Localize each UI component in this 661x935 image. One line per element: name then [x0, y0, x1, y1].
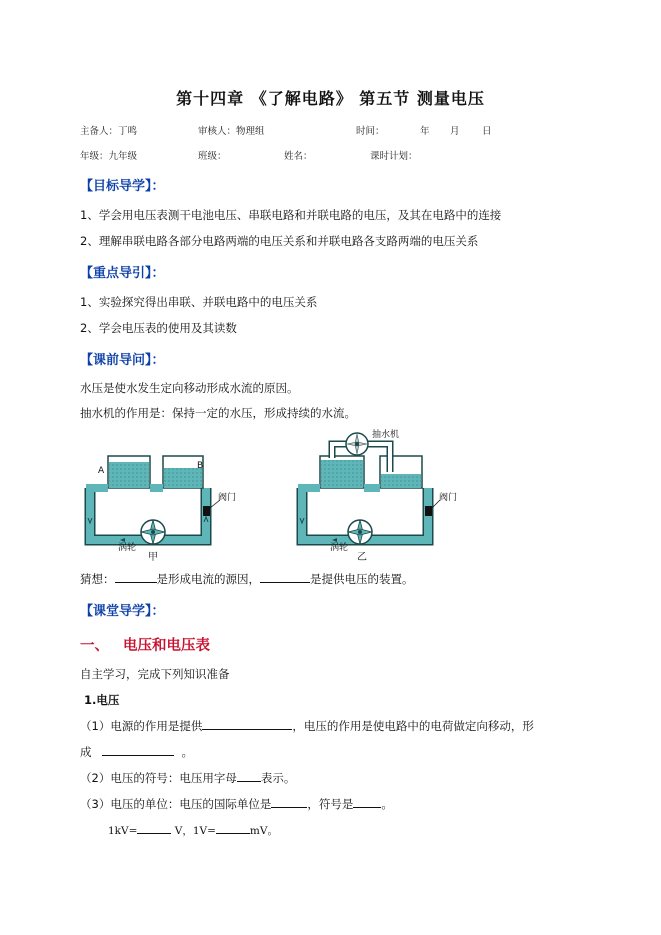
class-label: 班级：: [198, 151, 227, 162]
label-b: B: [197, 461, 204, 471]
q4-text-b: V，1V=: [171, 825, 216, 837]
q1-blank-2[interactable]: [102, 744, 174, 756]
water-circuit-figure: [0, 428, 661, 570]
caption-right: 乙: [357, 552, 367, 563]
classroom-heading: 【课堂导学】：: [80, 604, 165, 619]
focus-heading: 【重点导引】：: [80, 266, 165, 281]
q3-text-a: （3）电压的单位：电压的国际单位是: [80, 797, 272, 811]
preparer: 主备人：丁鸣: [80, 126, 138, 137]
year-label: 年: [420, 126, 430, 137]
q1-blank-1[interactable]: [202, 718, 292, 730]
guess-blank-1[interactable]: [115, 571, 157, 583]
part-one-number: 一、: [80, 638, 109, 654]
q2-text-b: 表示。: [260, 771, 296, 785]
guess-line: [80, 571, 414, 587]
q3-blank-1[interactable]: [271, 796, 307, 808]
guess-mid: 是形成电流的源因，: [156, 572, 260, 586]
caption-left: 甲: [148, 552, 158, 563]
preview-line-1: 水压是使水发生定向移动形成水流的原因。: [80, 381, 299, 395]
turbine-label-right: 涡轮: [330, 543, 349, 553]
q3-blank-2[interactable]: [353, 796, 381, 808]
goal-item-1: 1、学会用电压表测干电池电压、串联电路和并联电路的电压，及其在电路中的连接: [80, 208, 502, 222]
q4-blank-1[interactable]: [137, 822, 171, 834]
preview-line-2: 抽水机的作用是：保持一定的水压，形成持续的水流。: [80, 406, 356, 420]
q1-text-b: ，电压的作用是使电路中的电荷做定向移动，形: [292, 719, 534, 733]
figure-right: [300, 433, 440, 544]
q1-text-d: 。: [181, 745, 193, 759]
pump-label: 抽水机: [372, 430, 400, 440]
schedule-label: 课时计划：: [370, 151, 418, 162]
part-one-title: 电压和电压表: [123, 638, 210, 654]
q4-blank-2[interactable]: [216, 822, 250, 834]
goals-heading: 【目标导学】：: [80, 179, 165, 194]
page-title: 第十四章 《了解电路》 第五节 测量电压: [176, 89, 485, 108]
q1-text-c: 成: [80, 745, 92, 759]
guess-blank-2[interactable]: [260, 571, 310, 583]
grade: 年级：九年级: [80, 151, 138, 162]
focus-item-1: 1、实验探究得出串联、并联电路中的电压关系: [80, 295, 318, 309]
guess-end: 是提供电压的装置。: [310, 572, 414, 586]
q1-text-a: （1）电源的作用是提供: [80, 719, 203, 733]
q4-text-a: 1kV=: [108, 825, 138, 837]
day-label: 日: [482, 126, 492, 137]
turbine-label-left: 涡轮: [118, 543, 137, 553]
question-2: [80, 770, 295, 786]
q2-blank[interactable]: [237, 770, 261, 782]
question-4: [108, 822, 278, 838]
time-label: 时间：: [356, 126, 385, 137]
q3-text-c: 。: [381, 797, 393, 811]
question-3: [80, 796, 393, 812]
q2-text-a: （2）电压的符号：电压用字母: [80, 771, 237, 785]
subsection-voltage: 1.电压: [84, 693, 120, 707]
month-label: 月: [450, 126, 460, 137]
name-label: 姓名：: [284, 151, 313, 162]
part-one-heading: [80, 634, 210, 655]
q4-text-c: mV。: [249, 825, 278, 837]
classroom-intro: 自主学习，完成下列知识准备: [80, 667, 230, 681]
focus-item-2: 2、学会电压表的使用及其读数: [80, 321, 237, 335]
question-1-line-2: [80, 744, 193, 760]
goal-item-2: 2、理解串联电路各部分电路两端的电压关系和并联电路各支路两端的电压关系: [80, 234, 479, 248]
preview-heading: 【课前导问】：: [80, 353, 165, 368]
label-a: A: [98, 466, 105, 476]
question-1-line-1: [80, 718, 534, 734]
q3-text-b: ，符号是: [307, 797, 354, 811]
reviewer: 审核人：物理组: [198, 126, 265, 137]
guess-prefix: 猜想：: [80, 572, 115, 586]
valve-label-right: 阀门: [439, 493, 458, 503]
valve-label-left: 阀门: [218, 493, 237, 503]
